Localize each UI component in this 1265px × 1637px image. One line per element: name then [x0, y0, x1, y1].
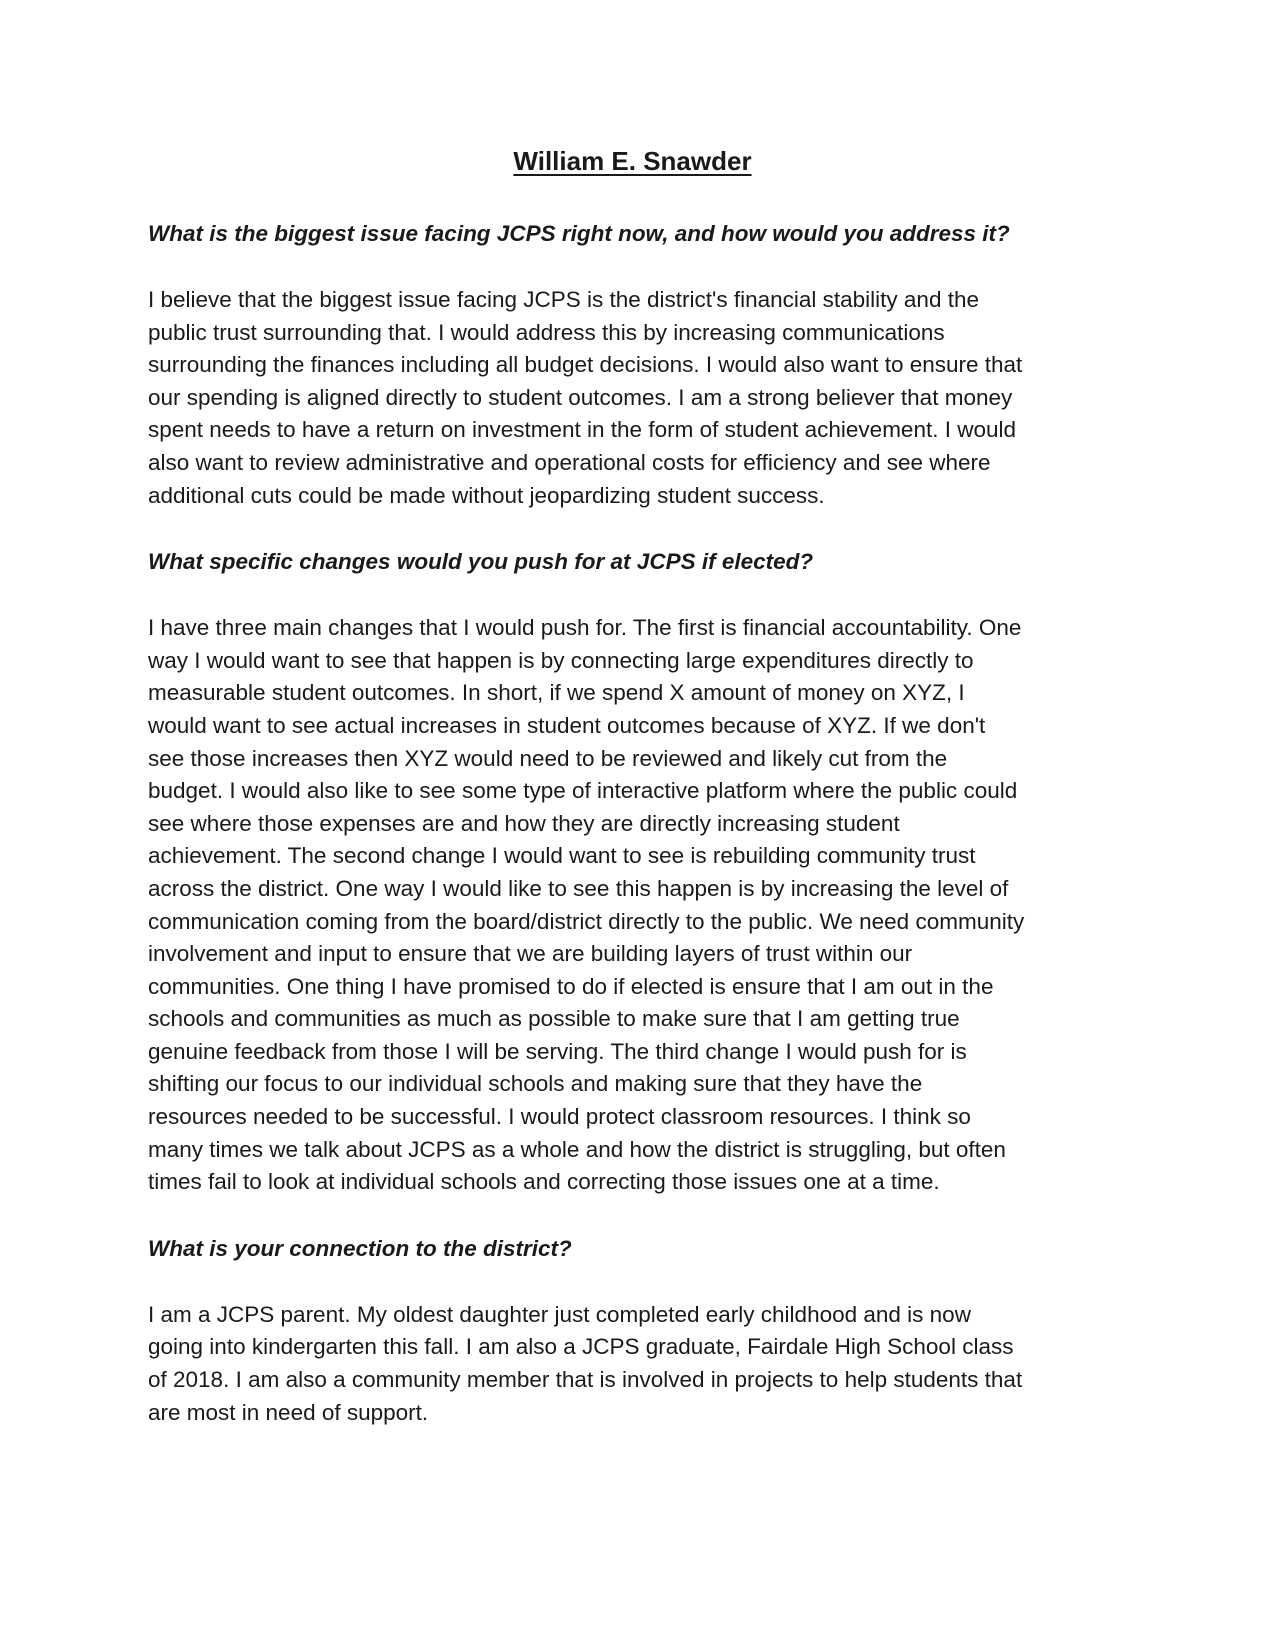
answer-1-line: additional cuts could be made without jeopardizing student success.: [148, 482, 825, 508]
answer-2-line: many times we talk about JCPS as a whole and how the district is struggling, but often: [148, 1136, 1006, 1162]
answer-2-line: times fail to look at individual schools and correcting those issues one at a time.: [148, 1169, 940, 1195]
answer-2-line: involvement and input to ensure that we are building layers of trust within our: [148, 941, 913, 967]
answer-2-line: resources needed to be successful. I would protect classroom resources. I think so: [148, 1104, 971, 1130]
answer-2-line: shifting our focus to our individual schools and making sure that they have the: [148, 1071, 923, 1097]
answer-2-line: see those increases then XYZ would need to be reviewed and likely cut from the: [148, 745, 948, 771]
answer-3-line: of 2018. I am also a community member that is involved in projects to help students that: [148, 1367, 1023, 1393]
answer-1-line: our spending is aligned directly to student outcomes. I am a strong believer that money: [148, 384, 1013, 410]
answer-2-line: genuine feedback from those I will be serving. The third change I would push for is: [148, 1038, 967, 1064]
answer-3-line: I am a JCPS parent. My oldest daughter just completed early childhood and is now: [148, 1301, 971, 1327]
answer-1-line: I believe that the biggest issue facing JCPS is the district's financial stability and the: [148, 287, 979, 312]
question-1: What is the biggest issue facing JCPS right now, and how would you address it?: [148, 221, 1010, 246]
answer-2-line: communication coming from the board/district directly to the public. We need community: [148, 908, 1025, 934]
answer-2-line: measurable student outcomes. In short, if we spend X amount of money on XYZ, I: [148, 680, 965, 706]
answer-1-line: surrounding the finances including all budget decisions. I would also want to ensure that: [148, 352, 1023, 378]
answer-2-line: budget. I would also like to see some type of interactive platform where the public could: [148, 778, 1018, 804]
answer-2-line: achievement. The second change I would want to see is rebuilding community trust: [148, 843, 976, 869]
document-body: [148, 219, 1118, 1429]
answer-1: [148, 284, 1118, 512]
answer-2-line: schools and communities as much as possible to make sure that I am getting true: [148, 1006, 960, 1032]
answer-3: [148, 1299, 1118, 1429]
answer-2-line: across the district. One way I would like to see this happen is by increasing the level of: [148, 875, 1009, 901]
question-3: What is your connection to the district?: [148, 1235, 572, 1261]
answer-2-line: see where those expenses are and how they are directly increasing student: [148, 810, 900, 836]
question-2: What specific changes would you push for at JCPS if elected?: [148, 549, 814, 575]
answer-1-line: spent needs to have a return on investment in the form of student achievement. I would: [148, 417, 1017, 443]
answer-2: [148, 612, 1118, 1199]
answer-1-line: also want to review administrative and operational costs for efficiency and see where: [148, 449, 991, 475]
answer-2-line: I have three main changes that I would push for. The first is financial accountability. One: [148, 615, 1022, 641]
answer-2-line: would want to see actual increases in student outcomes because of XYZ. If we don't: [148, 712, 986, 738]
page-title: William E. Snawder: [513, 146, 752, 176]
answer-2-line: communities. One thing I have promised to do if elected is ensure that I am out in the: [148, 973, 994, 999]
answer-3-line: are most in need of support.: [148, 1399, 429, 1425]
answer-2-line: way I would want to see that happen is by connecting large expenditures directly to: [148, 647, 974, 673]
answer-3-line: going into kindergarten this fall. I am also a JCPS graduate, Fairdale High School class: [148, 1334, 1014, 1360]
answer-1-line: public trust surrounding that. I would address this by increasing communications: [148, 319, 945, 345]
